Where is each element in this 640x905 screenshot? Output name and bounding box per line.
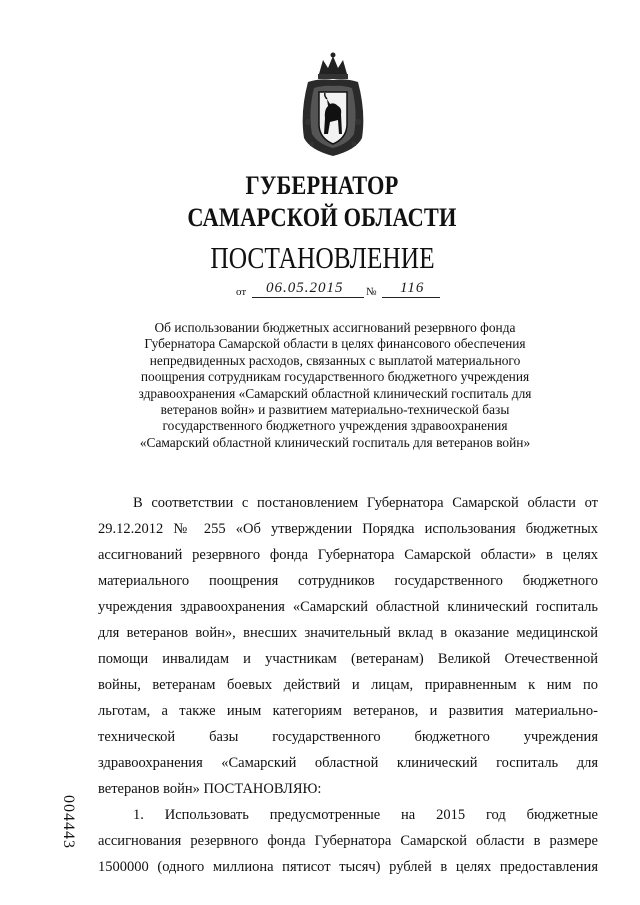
number-value: 116 (400, 280, 425, 296)
issuer-line-1: ГУБЕРНАТОР (245, 171, 399, 200)
subject-line: Губернатора Самарской области в целях финансового обеспечения (144, 336, 526, 352)
body-line: В соответствии с постановлением Губернатора Самарской области от (133, 495, 598, 511)
body-line: ветеранов войн» ПОСТАНОВЛЯЮ: (98, 781, 322, 797)
body-line: ассигнований резервного фонда Губернатора Самарской области» в целях (98, 547, 598, 563)
decree-body (98, 490, 598, 880)
subject-line: ветеранов войн» и развитием материально-технической базы (160, 402, 510, 418)
subject-line: здравоохранения «Самарский областной клинический госпиталь для (138, 385, 532, 401)
subject-line: Об использовании бюджетных ассигнований резервного фонда (154, 320, 516, 335)
date-label: от (236, 286, 247, 298)
body-line: 1. Использовать предусмотренные на 2015 год бюджетные (133, 807, 598, 823)
registration-number: 004443 (60, 795, 77, 849)
number-label: № (366, 286, 377, 298)
body-line: помощи инвалидам и участникам (ветеранам) Великой Отечественной (98, 651, 598, 667)
issuer-line-2: САМАРСКОЙ ОБЛАСТИ (187, 203, 457, 232)
body-line: льготам, а также иным категориям ветеранов, и развития материально- (98, 703, 598, 719)
body-line: войны, ветеранам боевых действий и лицам, приравненным к ним по (98, 677, 598, 693)
document-type: ПОСТАНОВЛЕНИЕ (210, 240, 435, 275)
subject-line: непредвиденных расходов, связанных с выплатой материального (149, 352, 521, 368)
body-line: ассигнования резервного фонда Губернатора Самарской области в размере (98, 833, 598, 849)
body-line: технической базы государственного бюджетного учреждения (98, 729, 598, 745)
coat-of-arms-icon (294, 52, 372, 160)
body-line: 29.12.2012 № 255 «Об утверждении Порядка использования бюджетных (98, 521, 598, 537)
subject-line: «Самарский областной клинический госпиталь для ветеранов войн» (139, 434, 531, 450)
decree-subject (126, 320, 544, 451)
body-line: для ветеранов войн», внесших значительный вклад в оказание медицинской (98, 625, 598, 641)
date-number-row (236, 280, 496, 300)
body-line: материального поощрения сотрудников государственного бюджетного (98, 573, 598, 589)
body-line: 1500000 (одного миллиона пятисот тысяч) рублей в целях предоставления (98, 859, 598, 875)
subject-line: поощрения сотрудникам государственного бюджетного учреждения (140, 369, 530, 385)
body-line: учреждения здравоохранения «Самарский областной клинический госпиталь (98, 599, 598, 615)
subject-line: государственного бюджетного учреждения здравоохранения (162, 418, 508, 434)
body-line: здравоохранения «Самарский областной клинический госпиталь для (98, 755, 598, 771)
issuer-title (47, 170, 597, 234)
date-value: 06.05.2015 (266, 280, 344, 296)
